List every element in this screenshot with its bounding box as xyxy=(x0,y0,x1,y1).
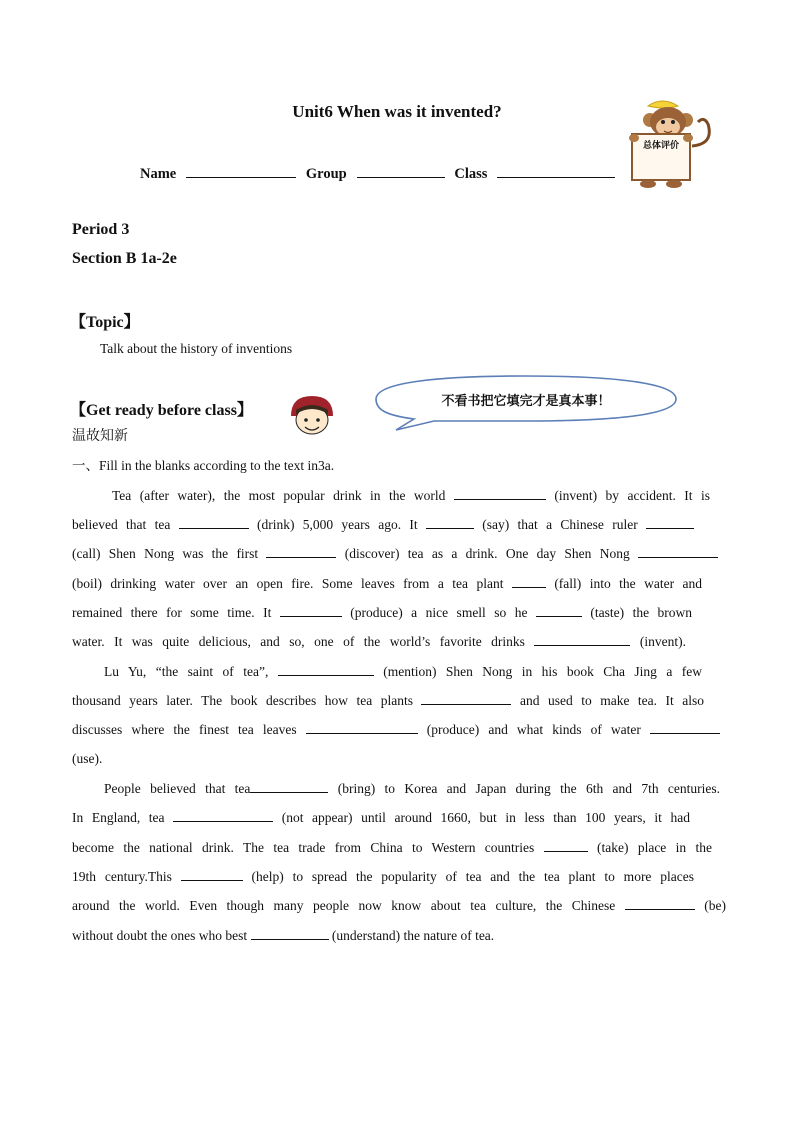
passage-line: In England, tea (not appear) until around 1660, but in less than 100 years, it had xyxy=(72,810,690,825)
topic-text: Talk about the history of inventions xyxy=(100,341,293,356)
class-label: Class xyxy=(454,166,488,182)
answer-blank[interactable] xyxy=(454,487,546,500)
answer-blank[interactable] xyxy=(306,721,418,734)
passage-line: remained there for some time. It (produce) a nice smell so he (taste) the brown xyxy=(72,605,693,620)
answer-blank[interactable] xyxy=(266,545,336,558)
answer-blank[interactable] xyxy=(646,516,694,529)
answer-blank[interactable] xyxy=(650,721,720,734)
period-heading: Period 3 xyxy=(72,221,130,238)
passage-line: (boil) drinking water over an open fire. Some leaves from a tea plant (fall) into the water and xyxy=(72,576,702,591)
answer-blank[interactable] xyxy=(173,809,273,822)
answer-blank[interactable] xyxy=(625,897,695,910)
answer-blank[interactable] xyxy=(534,633,630,646)
answer-blank[interactable] xyxy=(251,927,329,940)
passage-line: discusses where the finest tea leaves (produce) and what kinds of water xyxy=(72,721,720,739)
passage-line: without doubt the ones who best (understand) the nature of tea. xyxy=(72,928,495,943)
passage-line: (use). xyxy=(72,751,103,766)
answer-blank[interactable] xyxy=(250,780,328,793)
page-title: Unit6 When was it invented? xyxy=(292,102,502,121)
answer-blank[interactable] xyxy=(179,516,249,529)
passage-line: become the national drink. The tea trade from China to Western countries (take) place in the xyxy=(72,840,713,855)
passage-line: water. It was quite delicious, and so, one of the world’s favorite drinks (invent). xyxy=(72,634,687,649)
class-blank[interactable] xyxy=(497,163,615,178)
answer-blank[interactable] xyxy=(278,663,374,676)
topic-heading: 【Topic】 xyxy=(70,314,140,331)
ready-heading: 【Get ready before class】 xyxy=(70,402,253,419)
section-heading: Section B 1a-2e xyxy=(72,250,177,267)
answer-blank[interactable] xyxy=(181,868,243,881)
answer-blank[interactable] xyxy=(536,604,582,617)
badge-text: 总体评价 xyxy=(642,141,680,151)
group-blank[interactable] xyxy=(357,163,445,178)
review-label: 温故知新 xyxy=(72,429,128,444)
answer-blank[interactable] xyxy=(544,839,588,852)
passage-line: thousand years later. The book describes how tea plants and used to make tea. It also xyxy=(72,693,705,708)
monkey-evaluation-icon xyxy=(622,98,718,190)
answer-blank[interactable] xyxy=(421,692,511,705)
instruction-text: 一、Fill in the blanks according to the text in3a. xyxy=(72,458,335,473)
answer-blank[interactable] xyxy=(280,604,342,617)
answer-blank[interactable] xyxy=(638,545,718,558)
name-label: Name xyxy=(140,166,177,182)
student-info-row xyxy=(140,163,621,183)
passage-line: People believed that tea (bring) to Korea and Japan during the 6th and 7th centuries. xyxy=(104,781,721,796)
name-blank[interactable] xyxy=(186,163,296,178)
passage-line: 19th century.This (help) to spread the popularity of tea and the tea plant to more places xyxy=(72,869,694,884)
passage-line: (call) Shen Nong was the first (discover) tea as a drink. One day Shen Nong xyxy=(72,545,718,563)
passage-line: believed that tea (drink) 5,000 years ago. It (say) that a Chinese ruler xyxy=(72,516,694,534)
passage-line: around the world. Even though many people now know about tea culture, the Chinese (be) xyxy=(72,898,727,913)
answer-blank[interactable] xyxy=(512,575,546,588)
group-label: Group xyxy=(305,166,347,182)
answer-blank[interactable] xyxy=(426,516,474,529)
bubble-text: 不看书把它填完才是真本事！ xyxy=(441,394,611,409)
passage-line: Lu Yu, “the saint of tea”, (mention) Shen Nong in his book Cha Jing a few xyxy=(104,664,703,679)
passage-line: Tea (after water), the most popular drink in the world (invent) by accident. It is xyxy=(112,488,710,503)
